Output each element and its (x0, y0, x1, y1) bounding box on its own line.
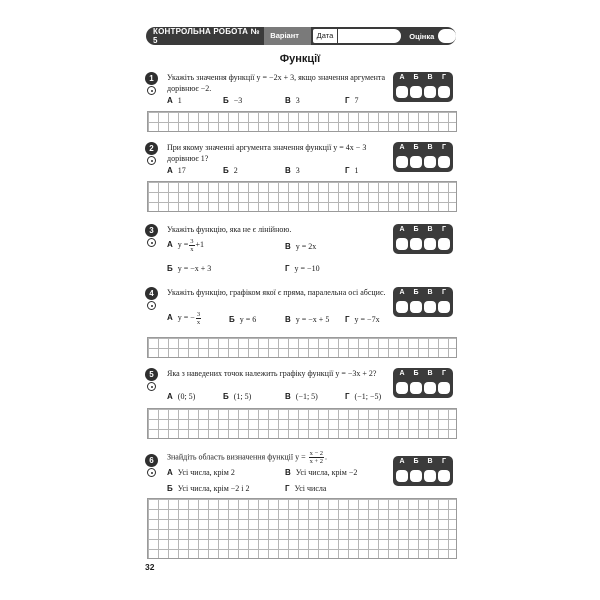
work-grid[interactable] (147, 111, 457, 132)
option-d: y = −7x (354, 315, 380, 324)
option-b: Усі числа, крім −2 і 2 (177, 484, 250, 493)
answer-letter: Б (413, 74, 419, 81)
option-letter: А (167, 313, 173, 323)
answer-letter: Г (442, 226, 446, 233)
option-letter: Б (223, 392, 229, 401)
task-text: Знайдіть область визначення функції y = $\frac{x - 2}{x + 2}$ . (167, 450, 328, 465)
option-c: 3 (295, 166, 300, 175)
answer-cell-a[interactable] (396, 470, 408, 482)
answer-letter: Б (413, 289, 419, 296)
task-text: Укажіть значення функції y = −2x + 3, якщо значення аргумента дорівнює −2. (167, 73, 386, 93)
answer-letter: А (399, 458, 405, 465)
test-header-bar (146, 27, 456, 58)
answer-letter: Г (442, 144, 446, 151)
fraction-denominator: x + 2 (309, 458, 324, 465)
option-d: Усі числа (294, 484, 327, 493)
answer-box (393, 456, 453, 486)
answer-cell-c[interactable] (424, 238, 436, 250)
date-label: Дата (313, 29, 338, 43)
task-text: Яка з наведених точок належить графіку функції y = −3x + 2? (167, 369, 377, 378)
option-c: Усі числа, крім −2 (295, 468, 358, 477)
page-number: 32 (145, 562, 155, 572)
answer-letter: А (399, 144, 405, 151)
answer-letter: Г (442, 289, 446, 296)
test-title: КОНТРОЛЬНА РОБОТА № 5 (153, 27, 260, 45)
answer-cell-b[interactable] (410, 301, 422, 313)
option-letter: В (285, 166, 291, 175)
work-grid[interactable] (147, 498, 457, 559)
bullet-dot-icon (147, 156, 156, 165)
answer-letter: А (399, 74, 405, 81)
task-number-badge: 4 (145, 287, 158, 300)
answer-letter: А (399, 289, 405, 296)
answer-letter: Б (413, 144, 419, 151)
option-letter: А (167, 240, 173, 250)
answer-cell-a[interactable] (396, 382, 408, 394)
answer-letter: В (427, 458, 433, 465)
answer-cell-d[interactable] (438, 238, 450, 250)
answer-letter: В (427, 289, 433, 296)
answer-letter: А (399, 226, 405, 233)
option-a: 1 (177, 96, 182, 105)
answer-box (393, 224, 453, 254)
date-field[interactable] (338, 29, 401, 43)
answer-cell-d[interactable] (438, 156, 450, 168)
bullet-dot-icon (147, 238, 156, 247)
option-letter: А (167, 96, 173, 105)
answer-box (393, 287, 453, 317)
option-letter: В (285, 315, 291, 324)
task-number-badge: 1 (145, 72, 158, 85)
option-letter: А (167, 392, 173, 401)
answer-letter: Б (413, 458, 419, 465)
answer-cell-c[interactable] (424, 301, 436, 313)
bullet-dot-icon (147, 301, 156, 310)
option-d: (−1; −5) (354, 392, 382, 401)
work-grid[interactable] (147, 408, 457, 439)
option-a: 17 (177, 166, 186, 175)
option-b: y = −x + 3 (177, 264, 212, 273)
option-letter: Г (285, 264, 290, 273)
fraction-numerator: 3 (190, 238, 194, 245)
fraction-numerator: 3 (196, 311, 201, 318)
task-text: Укажіть функцію, яка не є лінійною. (167, 225, 292, 234)
fraction-denominator: x (190, 246, 194, 253)
option-a: Усі числа, крім 2 (177, 468, 235, 477)
task-6 (145, 450, 455, 496)
task-text-main: Знайдіть область визначення функції y = (167, 452, 306, 462)
option-a: (0; 5) (177, 392, 196, 401)
answer-cell-b[interactable] (410, 238, 422, 250)
fraction-denominator: x (196, 319, 201, 326)
answer-box (393, 368, 453, 398)
option-c: 3 (295, 96, 300, 105)
answer-letter: Г (442, 370, 446, 377)
option-letter: Б (229, 315, 235, 324)
work-grid[interactable] (147, 181, 457, 212)
answer-cell-b[interactable] (410, 382, 422, 394)
option-letter: Б (223, 166, 229, 175)
option-letter: Г (345, 96, 350, 105)
answer-cell-a[interactable] (396, 86, 408, 98)
option-letter: В (285, 468, 291, 477)
option-letter: Г (345, 392, 350, 401)
option-letter: В (285, 392, 291, 401)
answer-letter: Г (442, 74, 446, 81)
bullet-dot-icon (147, 382, 156, 391)
option-letter: А (167, 468, 173, 477)
task-4 (145, 287, 455, 333)
option-b: y = 6 (239, 315, 257, 324)
answer-cell-a[interactable] (396, 301, 408, 313)
option-b: −3 (233, 96, 243, 105)
answer-cell-d[interactable] (438, 301, 450, 313)
task-1 (145, 72, 455, 108)
answer-cell-c[interactable] (424, 156, 436, 168)
option-letter: А (167, 166, 173, 175)
option-d: 7 (354, 96, 359, 105)
option-letter: Б (167, 264, 173, 273)
answer-cell-b[interactable] (410, 470, 422, 482)
answer-letter: Б (413, 226, 419, 233)
answer-box (393, 142, 453, 172)
work-grid[interactable] (147, 337, 457, 358)
answer-cell-b[interactable] (410, 156, 422, 168)
task-3 (145, 224, 455, 276)
fraction-numerator: x − 2 (309, 450, 324, 457)
answer-cell-d[interactable] (438, 86, 450, 98)
answer-letter: В (427, 370, 433, 377)
answer-cell-a[interactable] (396, 238, 408, 250)
variant-label: Варіант 1 (264, 27, 310, 45)
bullet-dot-icon (147, 86, 156, 95)
bullet-dot-icon (147, 468, 156, 477)
option-d: 1 (354, 166, 359, 175)
option-letter: Б (223, 96, 229, 105)
option-c: y = −x + 5 (295, 315, 330, 324)
answer-letter: Г (442, 458, 446, 465)
option-a: y = $\frac{3}{x}$ +1 (177, 238, 205, 253)
answer-letter: А (399, 370, 405, 377)
task-number-badge: 2 (145, 142, 158, 155)
answer-cell-a[interactable] (396, 156, 408, 168)
option-d: y = −10 (294, 264, 320, 273)
grade-label: Оцінка (409, 31, 435, 41)
task-5 (145, 368, 455, 404)
option-letter: В (285, 96, 291, 105)
task-number-badge: 6 (145, 454, 158, 467)
option-c: (−1; 5) (295, 392, 318, 401)
option-letter: Г (345, 166, 350, 175)
option-b: 2 (233, 166, 238, 175)
option-a: y = − $\frac{3}{x}$ (177, 311, 201, 326)
answer-cell-b[interactable] (410, 86, 422, 98)
answer-letter: В (427, 144, 433, 151)
option-b: (1; 5) (233, 392, 252, 401)
answer-letter: В (427, 74, 433, 81)
task-number-badge: 3 (145, 224, 158, 237)
answer-cell-d[interactable] (438, 382, 450, 394)
option-letter: Б (167, 484, 173, 493)
answer-cell-c[interactable] (424, 86, 436, 98)
task-text: При якому значенні аргумента значення функції y = 4x − 3 дорівнює 1? (167, 143, 367, 163)
answer-box (393, 72, 453, 102)
answer-cell-c[interactable] (424, 382, 436, 394)
answer-cell-d[interactable] (438, 470, 450, 482)
section-title: Функції (279, 53, 321, 65)
option-letter: Г (345, 315, 350, 324)
grade-field[interactable] (438, 29, 456, 43)
task-number-badge: 5 (145, 368, 158, 381)
task-text: Укажіть функцію, графіком якої є пряма, паралельна осі абсцис. (167, 288, 386, 297)
answer-letter: В (427, 226, 433, 233)
task-2 (145, 142, 455, 178)
answer-cell-c[interactable] (424, 470, 436, 482)
option-letter: В (285, 242, 291, 251)
option-c: y = 2x (295, 242, 317, 251)
option-letter: Г (285, 484, 290, 493)
answer-letter: Б (413, 370, 419, 377)
